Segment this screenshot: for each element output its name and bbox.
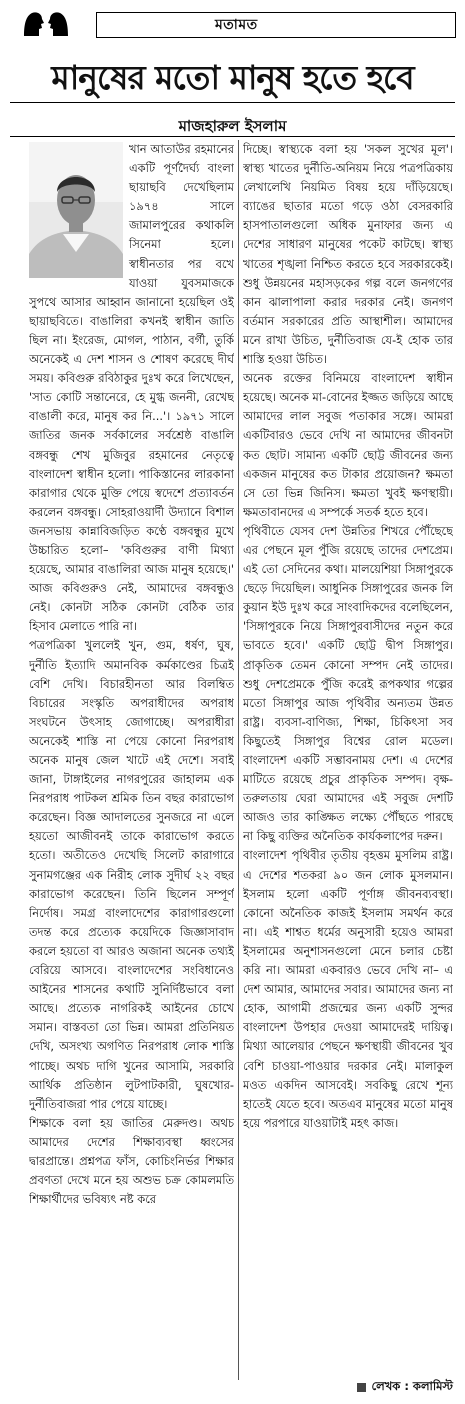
paragraph: পৃথিবীতে যেসব দেশ উন্নতির শিখরে পৌঁছেছে এর পেছনে মূল পুঁজি রয়েছে তাদের দেশপ্রেম। এই তো সেদিনের কথা। মালয়েশিয়া সিঙ্গাপুরকে ছেড়ে দিয়েছিল। আধুনিক সিঙ্গাপুরের জনক লি কুয়ান ইউ দুঃখ করে সাংবাদিকদের বলেছিলেন, 'সিঙ্গাপুরকে নিয়ে সিঙ্গাপুরবাসীদের নতুন করে ভাবতে হবে।' একটি ছোট্ট দ্বীপ সিঙ্গাপুর। প্রাকৃতিক তেমন কোনো সম্পদ নেই তাদের। শুধু দেশপ্রেমকে পুঁজি করেই রূপকথার গল্পের মতো সিঙ্গাপুর আজ পৃথিবীর অন্যতম উন্নত রাষ্ট্র। ব্যবসা-বাণিজ্য, শিক্ষা, চিকিৎসা সব কিছুতেই সিঙ্গাপুর বিশ্বের রোল মডেল। বাংলাদেশ একটি সম্ভাবনাময় দেশ। এ দেশের মাটিতে রয়েছে প্রচুর প্রাকৃতিক সম্পদ। বৃক্ষ-তরুলতায় ঘেরা আমাদের এই সবুজ দেশটি আজও তার কাঙ্ক্ষিত লক্ষ্যে পৌঁছতে পারছে না কিছু ব্যক্তির অনৈতিক কার্যকলাপের দরুন। xyxy=(243,523,453,844)
paragraph: শিক্ষাকে বলা হয় জাতির মেরুদণ্ড। অথচ আমাদের দেশের শিক্ষাব্যবস্থা ধ্বংসের দ্বারপ্রান্তে। প্রশ্নপত্র ফাঁস, কোচিংনির্ভর শিক্ষার প্রবণতা দেখে মনে হয় অশুভ চক্র কোমলমতি শিক্ষার্থীদের ভবিষ্যৎ নষ্ট করে xyxy=(29,1115,234,1207)
square-bullet-icon xyxy=(357,1383,366,1392)
article-column-left xyxy=(29,140,234,1388)
author-credit xyxy=(357,1378,453,1397)
paragraph: খান আতাউর রহমানের একটি পূর্ণদৈর্ঘ্য বাংলা ছায়াছবি দেখেছিলাম ১৯৭৪ সালে জামালপুরের কথাকলি সিনেমা হলে। স্বাধীনতার পর বখে যাওয়া যুবসমাজকে সুপথে আসার আহ্বান জানানো হয়েছিল ওই ছায়াছবিতে। বাঙালিরা কখনই স্বাধীন জাতি ছিল না। ইংরেজ, মোগল, পাঠান, বর্গী, তুর্কি অনেকেই এ দেশ শাসন ও শোষণ করেছে দীর্ঘ সময়। কবিগুরু রবিঠাকুর দুঃখ করে লিখেছেন, 'সাত কোটি সন্তানেরে, হে মুগ্ধ জননী, রেখেছ বাঙালী করে, মানুষ কর নি...'। ১৯৭১ সালে জাতির জনক সর্বকালের সর্বশ্রেষ্ঠ বাঙালি বঙ্গবন্ধু শেখ মুজিবুর রহমানের নেতৃত্বে বাংলাদেশ স্বাধীন হলো। পাকিস্তানের লারকানা কারাগার থেকে মুক্তি পেয়ে স্বদেশে প্রত্যাবর্তন করলেন বঙ্গবন্ধু। সোহরাওয়ার্দী উদ্যানে বিশাল জনসভায় কান্নাবিজড়িত কণ্ঠে বঙ্গবন্ধুর মুখে উচ্চারিত হলো– 'কবিগুরুর বাণী মিথ্যা হয়েছে, আমার বাঙালিরা আজ মানুষ হয়েছে।' আজ কবিগুরুও নেই, আমাদের বঙ্গবন্ধুও নেই। কোনটা সঠিক কোনটা বেঠিক তার হিসাব মেলাতে পারি না। xyxy=(29,142,234,634)
section-label: মতামত xyxy=(215,17,258,33)
paragraph: পত্রপত্রিকা খুললেই খুন, গুম, ধর্ষণ, ঘুষ, দুর্নীতি ইত্যাদি অমানবিক কর্মকাণ্ডের চিত্রই বেশি দেখি। বিচারহীনতা আর বিলম্বিত বিচারের সংস্কৃতি অপরাধীদের অপরাধ সংঘটনে উৎসাহ জোগাচ্ছে। অপরাধীরা অনেকেই শাস্তি না পেয়ে কোনো নিরপরাধ অনেক মানুষ জেল খাটে এই দেশে। সবাই জানা, টাঙ্গাইলের নাগরপুরের জাহালম এক নিরপরাধ পাটকল শ্রমিক তিন বছর কারাভোগ করেছেন। বিজ্ঞ আদালতের সুনজরে না এলে হয়তো আজীবনই তাকে কারাভোগ করতে হতো। অতীতেও দেখেছি সিলেট কারাগারে সুনামগঞ্জের এক নিরীহ লোক সুদীর্ঘ ২২ বছর কারাভোগ করেছেন। তিনি ছিলেন সম্পূর্ণ নির্দোষ। সমগ্র বাংলাদেশের কারাগারগুলো তদন্ত করে প্রত্যেক কয়েদিকে জিজ্ঞাসাবাদ করলে হয়তো বা আরও অজানা অনেক তথ্যই বেরিয়ে আসবে। বাংলাদেশের সংবিধানেও আইনের শাসনের কথাটি সুনির্দিষ্টভাবে বলা আছে। প্রত্যেক নাগরিকই আইনের চোখে সমান। বাস্তবতা তো ভিন্ন। আমরা প্রতিনিয়ত দেখি, অসংখ্য অগণিত নিরপরাধ লোক শাস্তি পাচ্ছে। অথচ দাগি খুনের আসামি, সরকারি আর্থিক প্রতিষ্ঠান লুটপাটকারী, ঘুষখোর-দুর্নীতিবাজরা পার পেয়ে যাচ্ছে। xyxy=(29,638,234,1111)
paragraph: অনেক রক্তের বিনিময়ে বাংলাদেশ স্বাধীন হয়েছে। অনেক মা-বোনের ইজ্জত জড়িয়ে আছে আমাদের লাল সবুজ পতাকার সঙ্গে। আমরা একটিবারও ভেবে দেখি না আমাদের জীবনটা কত ছোট। সামান্য একটি ছোট্ট জীবনের জন্য একজন মানুষের কত টাকার প্রয়োজন? ক্ষমতা সে তো ভিন্ন জিনিস। ক্ষমতা খুবই ক্ষণস্থায়ী। ক্ষমতাবানদের এ সম্পর্কে সতর্ক হতে হবে। xyxy=(243,371,453,519)
paragraph: দিচ্ছে। স্বাস্থ্যকে বলা হয় 'সকল সুখের মূল'। স্বাস্থ্য খাতের দুর্নীতি-অনিয়ম নিয়ে পত্রপত্রিকায় লেখালেখি নিয়মিত বিষয় হয়ে দাঁড়িয়েছে। ব্যাঙের ছাতার মতো গড়ে ওঠা বেসরকারি হাসপাতালগুলো অধিক মুনাফার জন্য এ দেশের সাধারণ মানুষের পকেট কাটছে। স্বাস্থ্য খাতের শৃঙ্খলা নিশ্চিত করতে হবে সরকারকেই। শুধু উন্নয়নের মহাসড়কের গল্প বলে জনগণের কান ঝালাপালা করার দরকার নেই। জনগণ বর্তমান সরকারের প্রতি আস্থাশীল। আমাদের মনে রাখা উচিত, দুর্নীতিবাজ যে-ই হোক তার শাস্তি হওয়া উচিত। xyxy=(243,142,453,367)
byline-rule xyxy=(10,136,455,137)
author-photo xyxy=(29,142,123,278)
section-label-box xyxy=(96,12,456,38)
section-header xyxy=(8,6,456,40)
profile-heads-icon xyxy=(22,10,70,36)
article-column-right xyxy=(243,140,453,1372)
byline: মাজহারুল ইসলাম xyxy=(178,117,287,135)
author-portrait-icon xyxy=(29,142,123,278)
headline: মানুষের মতো মানুষ হতে হবে xyxy=(51,58,414,97)
headline-rule-top xyxy=(10,102,455,103)
column-divider xyxy=(238,140,239,1380)
paragraph: বাংলাদেশ পৃথিবীর তৃতীয় বৃহত্তম মুসলিম রাষ্ট্র। এ দেশের শতকরা ৯০ জন লোক মুসলমান। ইসলাম হলো একটি পূর্ণাঙ্গ জীবনব্যবস্থা। কোনো অনৈতিক কাজই ইসলাম সমর্থন করে না। এই শাশ্বত ধর্মের অনুসারী হয়েও আমরা ইসলামের অনুশাসনগুলো মেনে চলার চেষ্টা করি না। আমরা একবারও ভেবে দেখি না– এ দেশ আমার, আমাদের সবার। আমাদের জন্য না হোক, আগামী প্রজন্মের জন্য একটি সুন্দর বাংলাদেশ উপহার দেওয়া আমাদেরই দায়িত্ব। মিথ্যা আলেয়ার পেছনে ক্ষণস্থায়ী জীবনের খুব বেশি চাওয়া-পাওয়ার দরকার নেই। মালাকুল মওত একদিন আসবেই। সবকিছু রেখে শূন্য হাতেই যেতে হবে। অতএব মানুষের মতো মানুষ হয়ে পরপারে যাওয়াটাই মহৎ কাজ। xyxy=(243,848,453,1130)
author-credit-text: লেখক : কলামিস্ট xyxy=(371,1379,453,1393)
